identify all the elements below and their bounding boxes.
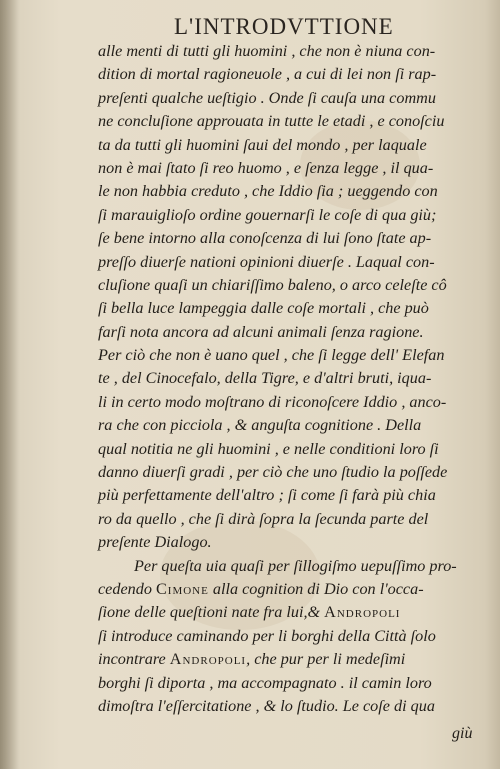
text-line: le non habbia creduto , che Iddio ſia ; ueggendo con [98, 182, 438, 201]
text-line: ro da quello , che ſi dirà ſopra la ſecunda parte del [98, 509, 429, 528]
text-fragment: incontrare [98, 650, 170, 669]
text-line: ra che con picciola , & anguſta cognitione . Della [98, 416, 422, 435]
text-line: farſi nota ancora ad alcuni animali ſenza ragione. [98, 322, 424, 341]
text-line: preſente Dialogo. [98, 533, 212, 552]
text-line: danno diuerſi gradi , per ciò che uno ſtudio la poſſede [98, 463, 448, 482]
text-line: Per ciò che non è uano quel , che ſi legge dell' Elefan [98, 346, 445, 365]
text-line: dition di mortal ragioneuole , a cui di lei non ſi rap- [98, 65, 437, 84]
text-line: te , del Cinocefalo, della Tigre, e d'altri bruti, iqua- [98, 369, 432, 388]
text-line: cluſione quaſi un chiariſſimo baleno, o arco celeſte cô [98, 275, 447, 294]
text-fragment: cedendo [98, 579, 156, 598]
text-line: dimoſtra l'eſſercitatione , & lo ſtudio. Le coſe di qua [98, 696, 435, 715]
running-title: L'INTRODVTTIONE [174, 14, 394, 39]
catchword: giù [452, 725, 473, 742]
text-line [98, 578, 488, 601]
text-line: più perfettamente dell'altro ; ſi come ſi farà più chia [98, 486, 436, 505]
body-text [98, 40, 488, 718]
text-line: qual notitia ne gli huomini , e nelle conditioni loro ſi [98, 439, 439, 458]
character-name-andropoli: Andropoli [169, 650, 247, 669]
text-line: preſſo diuerſe nationi opinioni diuerſe . Laqual con- [98, 252, 435, 271]
text-line [98, 601, 488, 624]
text-line [98, 648, 488, 671]
text-line: non è mai ſtato ſi reo huomo , e ſenza legge , il qua- [98, 158, 434, 177]
text-fragment: ſione delle queſtioni nate fra lui,& [98, 603, 325, 622]
text-line: ſi bella luce lampeggia dalle coſe mortali , che può [98, 299, 429, 318]
text-line: alle menti di tutti gli huomini , che non è niuna con- [98, 42, 436, 60]
text-line: borghi ſi diporta , ma accompagnato . il camin loro [98, 673, 432, 692]
text-line: ne concluſione approuata in tutte le etadi , e conoſciu [98, 112, 445, 131]
character-name-cimone: Cimone [155, 579, 209, 598]
text-line: ſe bene intorno alla conoſcenza di lui ſono ſtate ap- [98, 229, 432, 248]
text-fragment: alla cognition di Dio con l'occa- [208, 579, 424, 598]
text-line: preſenti qualche ueſtigio . Onde ſi cauſa una commu [98, 88, 436, 107]
spine-shadow [0, 0, 20, 769]
text-line: ſi marauiglioſo ordine gouernarſi le coſe di qua giù; [98, 205, 437, 224]
character-name-andropoli: Andropoli [324, 603, 401, 622]
text-line: li in certo modo moſtrano di riconoſcere Iddio , anco- [98, 392, 447, 411]
text-fragment: , che pur per li medeſimi [246, 650, 406, 669]
paragraph-start-line: Per queſta uia quaſi per ſillogiſmo uериſſimo pro- [134, 556, 457, 575]
text-line: ſi introduce caminando per li borghi della Città ſolo [98, 626, 436, 645]
text-line: ta da tutti gli huomini ſaui del mondo , per laquale [98, 135, 427, 154]
